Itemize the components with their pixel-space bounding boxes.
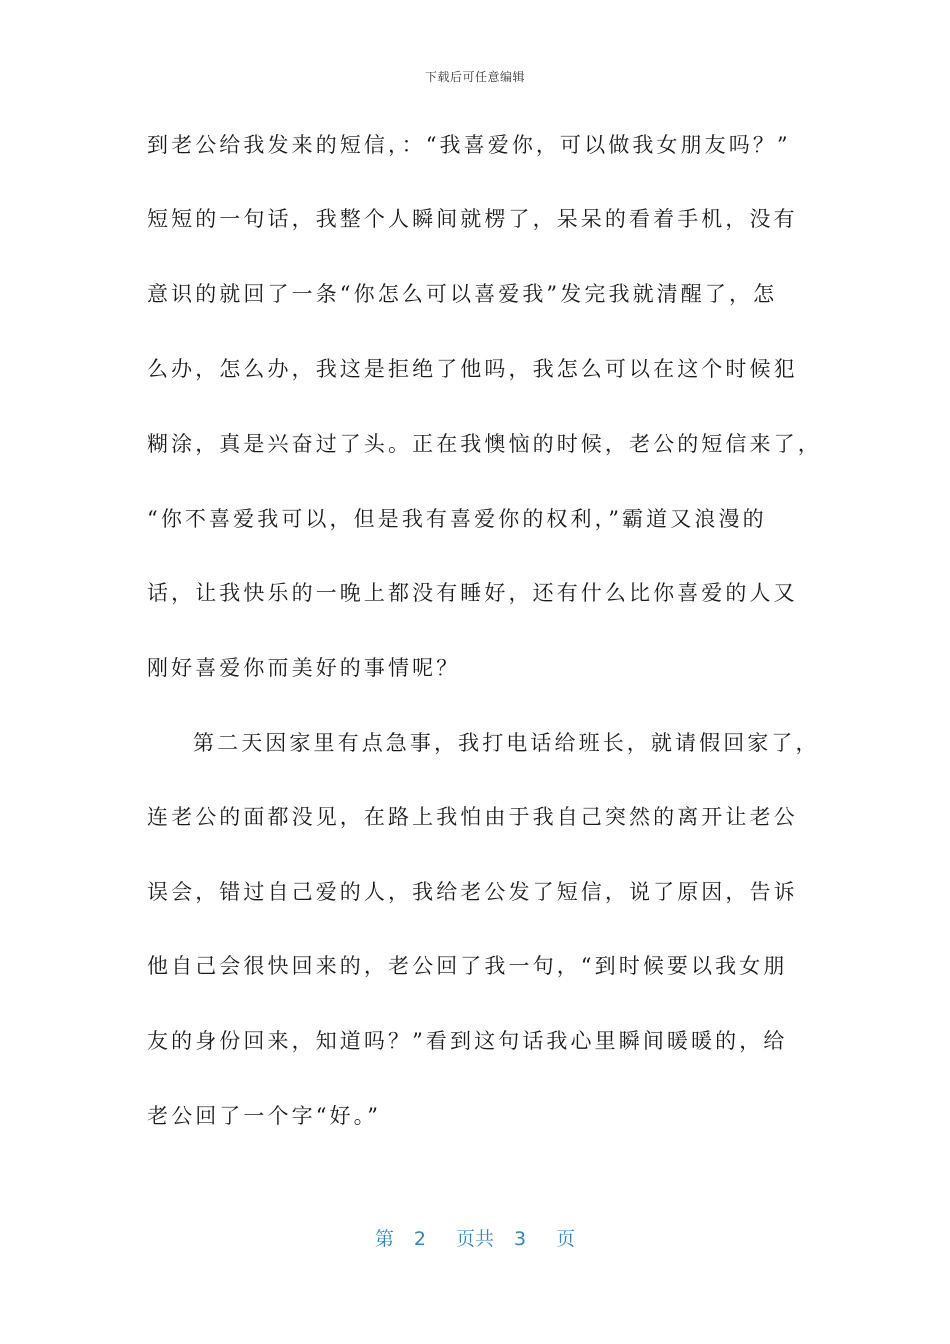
body-line: 话，让我快乐的一晚上都没有睡好，还有什么比你喜爱的人又: [147, 581, 798, 605]
body-line: 友的身份回来，知道吗？”看到这句话我心里瞬间暖暖的，给: [147, 1029, 788, 1053]
body-line: 刚好喜爱你而美好的事情呢？: [147, 656, 461, 680]
footer-end-label: 页: [556, 1228, 576, 1250]
body-line: “你不喜爱我可以，但是我有喜爱你的权利，”霸道又浪漫的: [147, 507, 767, 531]
footer-page-label: 第: [374, 1228, 394, 1250]
header-note: 下载后可任意编辑: [424, 70, 525, 84]
body-line: 连老公的面都没见，在路上我怕由于我自己突然的离开让老公: [147, 805, 798, 829]
body-line: 误会，错过自己爱的人，我给老公发了短信，说了原因，告诉: [147, 880, 798, 904]
paragraph-first-line: 第二天因家里有点急事，我打电话给班长，就请假回家了，: [193, 731, 820, 755]
body-line: 他自己会很快回来的，老公回了我一句，“到时候要以我女朋: [147, 954, 788, 978]
body-line: 糊涂，真是兴奋过了头。正在我懊恼的时候，老公的短信来了，: [147, 432, 822, 456]
body-line: 意识的就回了一条“你怎么可以喜爱我”发完我就清醒了，怎: [147, 282, 778, 306]
page-number-footer: [0, 1224, 950, 1251]
body-line: 么办，怎么办，我这是拒绝了他吗，我怎么可以在这个时候犯: [147, 357, 798, 381]
body-line: 短短的一句话，我整个人瞬间就楞了，呆呆的看着手机，没有: [147, 207, 798, 231]
footer-current-page: 2: [413, 1228, 426, 1250]
footer-total-pages: 3: [514, 1228, 527, 1250]
body-line: 老公回了一个字“好。”: [147, 1104, 382, 1128]
body-line: 到老公给我发来的短信，：“我喜爱你，可以做我女朋友吗？”: [147, 133, 791, 157]
footer-of-label: 页共: [455, 1228, 494, 1250]
